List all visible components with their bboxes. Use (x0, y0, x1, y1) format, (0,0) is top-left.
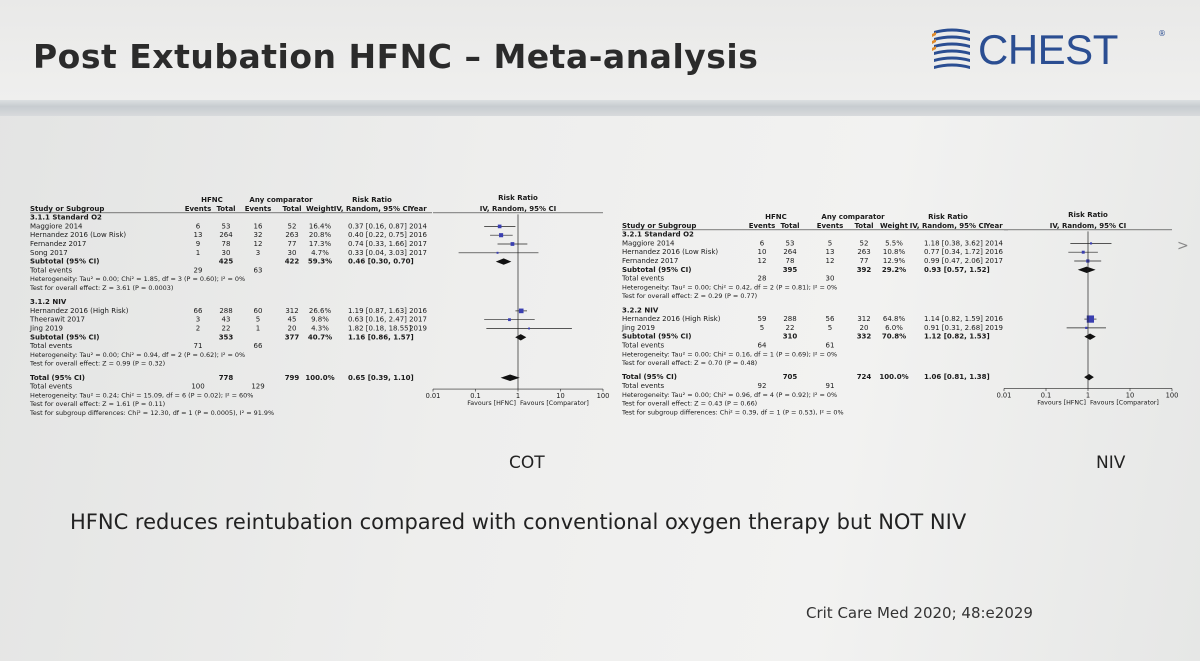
x-tick-label: 1 (515, 392, 521, 401)
panel-label-cot: COT (509, 453, 545, 473)
total-events-comp: 61 (825, 341, 835, 350)
subtotal-diamond (1084, 333, 1095, 339)
header-year: Year (409, 204, 427, 213)
study-row-marker (519, 309, 524, 314)
study-events-comp: 5 (827, 323, 833, 332)
overall-effect-text: Test for overall effect: Z = 0.29 (P = 0.77) (622, 292, 758, 301)
citation-text: Crit Care Med 2020; 48:e2029 (806, 604, 1033, 622)
study-weight: 16.4% (308, 222, 332, 231)
study-ci: 1.14 [0.82, 1.59] (924, 315, 983, 324)
header-year: Year (985, 221, 1003, 230)
study-events-hfnc: 66 (193, 306, 203, 315)
study-name: Maggiore 2014 (622, 239, 675, 248)
x-tick-label: 100 (1165, 391, 1179, 400)
total-comp: 799 (284, 373, 300, 382)
subtotal-total-comp: 332 (856, 332, 872, 341)
total-events-hfnc: 28 (757, 274, 767, 283)
subtotal-total-hfnc: 353 (218, 333, 234, 342)
study-name: Jing 2019 (30, 324, 63, 333)
study-total-hfnc: 53 (221, 222, 231, 231)
subtotal-weight: 40.7% (307, 333, 333, 342)
study-row-marker (1090, 242, 1092, 244)
total-ci: 1.06 [0.81, 1.38] (924, 373, 990, 382)
study-year: 2019 (409, 324, 427, 333)
study-total-hfnc: 43 (221, 315, 231, 324)
study-total-comp: 263 (857, 248, 871, 257)
x-tick-label: 0.01 (425, 392, 441, 401)
trademark-mark: ® (1158, 29, 1166, 38)
header-plot-ci: IV, Random, 95% CI (1049, 221, 1127, 230)
study-name: Maggiore 2014 (30, 222, 83, 231)
total-comp: 724 (856, 373, 872, 382)
subtotal-total-hfnc: 425 (218, 257, 234, 266)
overall-effect-text: Test for overall effect: Z = 3.61 (P = 0.0003) (30, 284, 174, 292)
subtotal-ci: 1.12 [0.82, 1.53] (924, 332, 990, 341)
study-total-comp: 312 (857, 315, 871, 324)
page-edge-mark: > (1177, 238, 1189, 254)
study-total-hfnc: 53 (785, 239, 795, 248)
total-events-comp: 63 (253, 266, 263, 275)
grand-total-events-comp: 129 (251, 382, 265, 391)
study-year: 2016 (985, 315, 1003, 324)
heterogeneity-text: Heterogeneity: Tau² = 0.00; Chi² = 0.16, df = 1 (P = 0.69); I² = 0% (622, 350, 838, 359)
study-events-hfnc: 12 (757, 257, 767, 265)
study-ci: 0.74 [0.33, 1.66] (348, 240, 407, 248)
overall-effect-text: Test for overall effect: Z = 0.70 (P = 0.48) (622, 359, 758, 368)
study-ci: 1.82 [0.18, 18.55] (348, 324, 412, 333)
study-total-hfnc: 288 (219, 306, 233, 315)
study-total-hfnc: 264 (783, 248, 797, 257)
header-events-comp: Events (816, 221, 844, 230)
study-events-comp: 16 (253, 222, 263, 231)
header-comparator: Any comparator (249, 196, 313, 204)
heterogeneity-text: Heterogeneity: Tau² = 0.00; Chi² = 0.94, df = 2 (P = 0.62); I² = 0% (30, 350, 246, 359)
header-ci: IV, Random, 95% CI (909, 221, 987, 230)
header-comparator: Any comparator (821, 213, 885, 221)
study-events-comp: 32 (253, 231, 263, 240)
subtotal-weight: 29.2% (881, 265, 907, 274)
study-events-comp: 12 (825, 257, 835, 265)
header-events-comp: Events (244, 204, 272, 213)
header-hfnc: HFNC (765, 213, 787, 221)
study-total-hfnc: 288 (783, 315, 797, 324)
header-weight: Weight (880, 221, 908, 230)
subgroup-title: 3.1.2 NIV (30, 298, 67, 307)
study-name: Theerawit 2017 (30, 315, 85, 324)
header-risk-ratio: Risk Ratio (928, 213, 968, 221)
study-name: Jing 2019 (622, 323, 655, 332)
favours-hfnc-label: Favours [HFNC] (467, 400, 516, 408)
total-weight: 100.0% (879, 373, 909, 382)
study-row-marker (1082, 251, 1085, 254)
study-total-comp: 20 (859, 323, 869, 332)
total-events-hfnc: 71 (193, 342, 203, 351)
subgroup-differences-text: Test for subgroup differences: Chi² = 0.39, df = 1 (P = 0.53), I² = 0% (622, 408, 844, 417)
study-row-marker (1085, 327, 1087, 329)
study-name: Hernandez 2016 (Low Risk) (622, 248, 719, 257)
chest-logo-icon (930, 26, 974, 74)
study-year: 2014 (985, 239, 1003, 248)
header-plot-risk-ratio: Risk Ratio (498, 194, 538, 202)
study-name: Fernandez 2017 (622, 257, 679, 265)
x-tick-label: 10 (1125, 391, 1135, 400)
x-tick-label: 10 (556, 392, 565, 401)
study-weight: 9.8% (311, 315, 329, 324)
header-study: Study or Subgroup (622, 221, 697, 230)
total-label: Total (95% CI) (30, 373, 85, 382)
study-events-hfnc: 10 (757, 248, 767, 257)
study-total-hfnc: 22 (221, 324, 231, 333)
header-plot-ci: IV, Random, 95% CI (479, 204, 557, 213)
total-hfnc: 778 (218, 373, 234, 382)
heterogeneity-text: Heterogeneity: Tau² = 0.00; Chi² = 0.42, df = 2 (P = 0.81); I² = 0% (622, 283, 838, 292)
x-tick-label: 100 (596, 392, 610, 401)
study-row-marker (511, 242, 515, 246)
header-events-hfnc: Events (184, 204, 212, 213)
study-total-comp: 30 (287, 248, 297, 257)
subtotal-total-hfnc: 310 (782, 332, 798, 341)
study-events-hfnc: 13 (193, 231, 203, 240)
study-total-comp: 52 (859, 239, 869, 248)
total-events-comp: 66 (253, 342, 263, 351)
study-weight: 12.9% (882, 257, 906, 265)
study-year: 2014 (409, 222, 427, 231)
study-events-comp: 12 (253, 240, 263, 248)
study-year: 2016 (409, 231, 427, 240)
forest-plot-svg (30, 190, 610, 440)
study-total-hfnc: 78 (221, 240, 231, 248)
study-total-comp: 77 (859, 257, 869, 265)
header-study: Study or Subgroup (30, 204, 105, 213)
study-ci: 0.40 [0.22, 0.75] (348, 231, 407, 240)
study-row-marker (498, 225, 502, 229)
subtotal-label: Subtotal (95% CI) (622, 265, 692, 274)
study-total-comp: 52 (287, 222, 297, 231)
header-total-comp: Total (854, 221, 874, 230)
subtotal-total-comp: 422 (284, 257, 300, 266)
total-events-hfnc: 29 (193, 266, 203, 275)
study-ci: 0.37 [0.16, 0.87] (348, 222, 407, 231)
header-divider (0, 100, 1200, 116)
study-total-hfnc: 30 (221, 248, 231, 257)
study-ci: 0.77 [0.34, 1.72] (924, 248, 983, 257)
study-weight: 6.0% (885, 323, 903, 332)
header-total-comp: Total (282, 204, 302, 213)
total-events-comp: 30 (825, 274, 835, 283)
subgroup-differences-text: Test for subgroup differences: Chi² = 12.30, df = 1 (P = 0.0005), I² = 91.9% (30, 408, 275, 417)
x-tick-label: 0.01 (996, 391, 1012, 400)
study-total-comp: 77 (287, 240, 297, 248)
study-events-hfnc: 2 (195, 324, 201, 333)
panel-label-niv: NIV (1096, 453, 1126, 473)
study-ci: 0.63 [0.16, 2.47] (348, 315, 407, 324)
subtotal-ci: 1.16 [0.86, 1.57] (348, 333, 414, 342)
subtotal-diamond (1078, 267, 1096, 273)
study-year: 2017 (409, 248, 427, 257)
study-events-hfnc: 6 (195, 222, 201, 231)
study-name: Fernandez 2017 (30, 240, 87, 248)
header-total-hfnc: Total (216, 204, 236, 213)
subtotal-ci: 0.93 [0.57, 1.52] (924, 265, 990, 274)
total-label: Total (95% CI) (622, 373, 677, 382)
study-events-comp: 13 (825, 248, 835, 257)
subtotal-diamond (496, 258, 512, 264)
study-total-hfnc: 264 (219, 231, 233, 240)
study-ci: 0.91 [0.31, 2.68] (924, 323, 983, 332)
study-weight: 20.8% (308, 231, 332, 240)
total-hfnc: 705 (782, 373, 798, 382)
grand-heterogeneity-text: Heterogeneity: Tau² = 0.00; Chi² = 0.96, df = 4 (P = 0.92); I² = 0% (622, 390, 838, 399)
total-ci: 0.65 [0.39, 1.10] (348, 373, 414, 382)
study-events-hfnc: 59 (757, 315, 767, 324)
study-row-marker (499, 233, 503, 237)
x-tick-label: 0.1 (470, 392, 481, 401)
total-events-label: Total events (622, 341, 665, 350)
study-weight: 26.6% (308, 306, 332, 315)
study-total-comp: 312 (285, 306, 299, 315)
study-year: 2016 (985, 248, 1003, 257)
conclusion-text: HFNC reduces reintubation compared with conventional oxygen therapy but NOT NIV (70, 510, 967, 534)
study-events-comp: 3 (255, 248, 261, 257)
study-events-comp: 56 (825, 315, 835, 324)
subtotal-label: Subtotal (95% CI) (30, 257, 100, 266)
header-risk-ratio: Risk Ratio (352, 196, 392, 204)
total-events-label: Total events (622, 274, 665, 283)
study-year: 2016 (409, 306, 427, 315)
favours-hfnc-label: Favours [HFNC] (1037, 399, 1086, 407)
study-ci: 1.19 [0.87, 1.63] (348, 306, 407, 315)
grand-total-events-label: Total events (30, 382, 73, 391)
study-name: Hernandez 2016 (High Risk) (622, 315, 721, 324)
chest-logo (930, 26, 1170, 76)
study-ci: 0.33 [0.04, 3.03] (348, 248, 407, 257)
grand-overall-effect-text: Test for overall effect: Z = 1.61 (P = 0.11) (30, 400, 166, 409)
total-diamond (501, 375, 520, 381)
study-ci: 1.18 [0.38, 3.62] (924, 239, 983, 248)
subgroup-title: 3.1.1 Standard O2 (30, 213, 102, 222)
header-hfnc: HFNC (201, 196, 223, 204)
total-weight: 100.0% (305, 373, 335, 382)
study-year: 2017 (985, 257, 1003, 265)
x-tick-label: 1 (1085, 391, 1091, 400)
total-events-label: Total events (30, 266, 73, 275)
study-events-hfnc: 9 (195, 240, 201, 248)
subtotal-total-comp: 392 (856, 265, 872, 274)
header-ci: IV, Random, 95% CI (333, 204, 411, 213)
grand-total-events-hfnc: 92 (757, 381, 767, 390)
study-name: Song 2017 (30, 248, 68, 257)
heterogeneity-text: Heterogeneity: Tau² = 0.00; Chi² = 1.85, df = 3 (P = 0.60); I² = 0% (30, 275, 246, 284)
slide-title: Post Extubation HFNC – Meta-analysis (33, 37, 759, 76)
header-total-hfnc: Total (780, 221, 800, 230)
study-weight: 4.3% (311, 324, 329, 333)
study-row-marker (497, 252, 499, 254)
study-events-hfnc: 6 (759, 239, 765, 248)
study-events-hfnc: 3 (195, 315, 201, 324)
overall-effect-text: Test for overall effect: Z = 0.99 (P = 0.32) (30, 359, 166, 368)
study-total-comp: 263 (285, 231, 299, 240)
subtotal-total-comp: 377 (284, 333, 300, 342)
study-events-hfnc: 1 (195, 248, 201, 257)
study-weight: 5.5% (885, 239, 903, 248)
total-events-hfnc: 64 (757, 341, 767, 350)
total-diamond (1084, 374, 1094, 380)
favours-comparator-label: Favours [Comparator] (520, 400, 589, 408)
study-events-comp: 5 (827, 239, 833, 248)
subtotal-total-hfnc: 395 (782, 265, 798, 274)
header-events-hfnc: Events (748, 221, 776, 230)
study-weight: 64.8% (882, 315, 906, 324)
study-weight: 4.7% (311, 248, 329, 257)
study-name: Hernandez 2016 (High Risk) (30, 306, 129, 315)
subgroup-title: 3.2.2 NIV (622, 306, 659, 315)
header-plot-risk-ratio: Risk Ratio (1068, 211, 1108, 219)
study-events-hfnc: 5 (759, 323, 765, 332)
study-year: 2017 (409, 315, 427, 324)
study-total-hfnc: 78 (785, 257, 795, 265)
study-row-marker (528, 328, 530, 330)
favours-comparator-label: Favours [Comparator] (1090, 399, 1159, 407)
study-weight: 17.3% (308, 240, 332, 248)
grand-total-events-hfnc: 100 (191, 382, 205, 391)
study-total-hfnc: 22 (785, 323, 795, 332)
forest-plot-svg (622, 207, 1187, 447)
grand-heterogeneity-text: Heterogeneity: Tau² = 0.24; Chi² = 15.09, df = 6 (P = 0.02); I² = 60% (30, 391, 254, 400)
study-row-marker (508, 318, 511, 321)
study-events-comp: 1 (255, 324, 261, 333)
subgroup-title: 3.2.1 Standard O2 (622, 230, 694, 239)
study-ci: 0.99 [0.47, 2.06] (924, 257, 983, 265)
x-tick-label: 0.1 (1040, 391, 1052, 400)
grand-total-events-comp: 91 (825, 381, 835, 390)
study-weight: 10.8% (882, 248, 906, 257)
total-events-label: Total events (30, 342, 73, 351)
forest-plot-cot (30, 190, 610, 440)
study-total-comp: 20 (287, 324, 297, 333)
subtotal-diamond (515, 334, 526, 340)
subtotal-label: Subtotal (95% CI) (622, 332, 692, 341)
study-events-comp: 5 (255, 315, 261, 324)
grand-total-events-label: Total events (622, 381, 665, 390)
subtotal-weight: 70.8% (881, 332, 907, 341)
subtotal-label: Subtotal (95% CI) (30, 333, 100, 342)
grand-overall-effect-text: Test for overall effect: Z = 0.43 (P = 0.66) (622, 399, 758, 408)
subtotal-ci: 0.46 [0.30, 0.70] (348, 257, 414, 266)
header-weight: Weight (306, 204, 334, 213)
study-total-comp: 45 (287, 315, 297, 324)
subtotal-weight: 59.3% (307, 257, 333, 266)
chest-logo-text: CHEST (978, 26, 1118, 73)
study-name: Hernandez 2016 (Low Risk) (30, 231, 127, 240)
study-year: 2019 (985, 323, 1003, 332)
study-year: 2017 (409, 240, 427, 248)
study-events-comp: 60 (253, 306, 263, 315)
forest-plot-niv (622, 207, 1187, 447)
